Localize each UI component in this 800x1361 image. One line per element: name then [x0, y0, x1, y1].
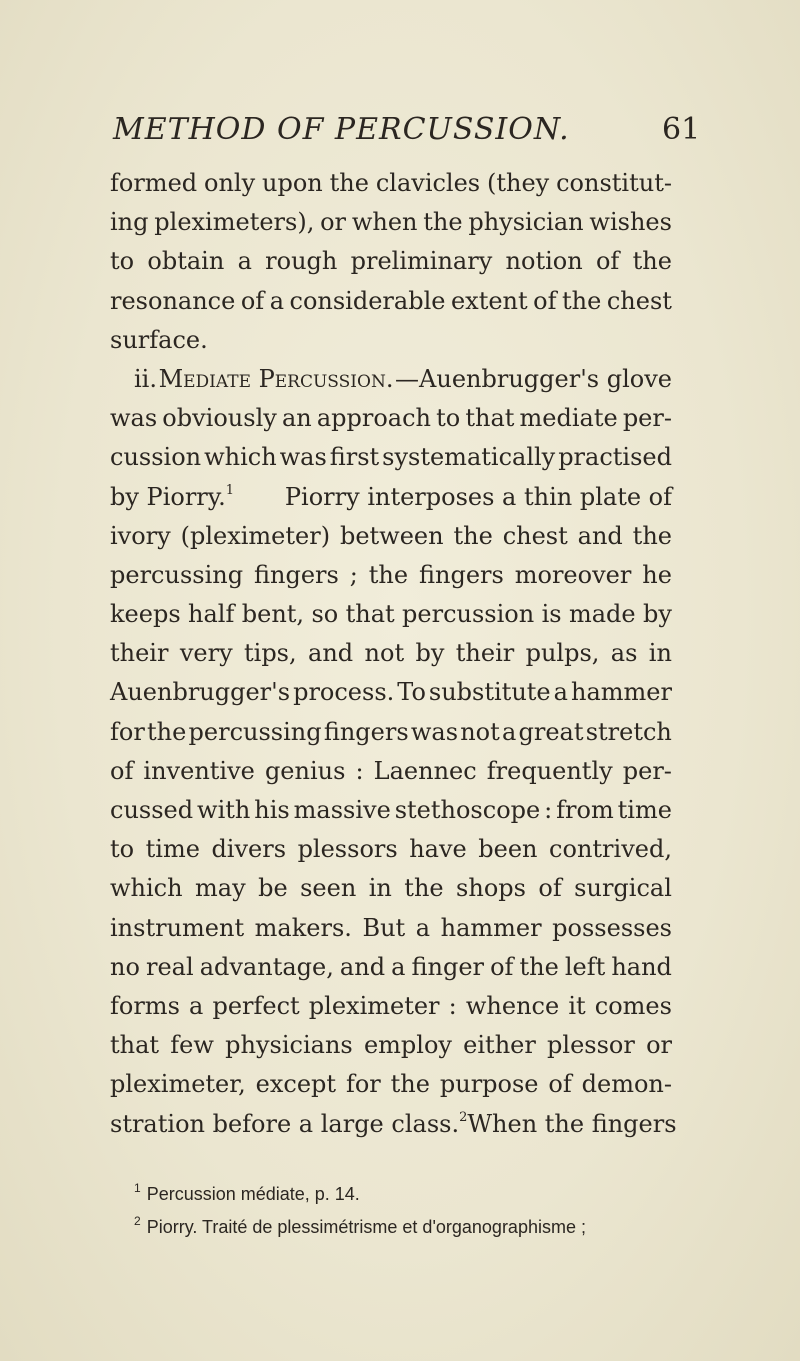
- section-heading: Mediate Percussion.: [158, 364, 394, 393]
- text-line: pleximeter, except for the purpose of demon-: [110, 1070, 672, 1099]
- footnote: [134, 1178, 694, 1211]
- text-line: of inventive genius : Laennec frequently per-: [110, 756, 672, 785]
- text-line: for the percussing fingers was not a great stretch: [110, 717, 672, 746]
- text-line: their very tips, and not by their pulps, as in: [110, 639, 672, 668]
- text-run: Piorry interposes a thin plate of: [284, 482, 672, 511]
- body-text: [110, 164, 677, 1144]
- text-line: cussion which was first systematically practised: [110, 443, 672, 472]
- text-line: which may be seen in the shops of surgical: [110, 874, 672, 903]
- text-line: [110, 478, 672, 517]
- section-number: ii.: [134, 364, 157, 393]
- text-line: formed only upon the clavicles (they constitut-: [110, 169, 672, 197]
- text-line: to obtain a rough preliminary notion of the: [110, 247, 672, 276]
- text-run: [110, 478, 234, 517]
- text-run: [110, 1105, 467, 1144]
- text-line: forms a perfect pleximeter : whence it comes: [110, 991, 672, 1020]
- paragraph: [110, 360, 677, 1144]
- text-line: [110, 1105, 677, 1144]
- text-line: resonance of a considerable extent of the chest: [110, 286, 672, 315]
- text-line: ivory (pleximeter) between the chest and the: [110, 521, 672, 550]
- text-line: Auenbrugger's process. To substitute a hammer: [110, 678, 672, 707]
- footnote-mark: 2: [134, 1214, 141, 1228]
- text-line: surface.: [110, 325, 208, 354]
- footnote-ref: 2: [459, 1109, 468, 1125]
- footnote: [134, 1211, 694, 1244]
- text-line: ing pleximeters), or when the physician wishes: [110, 208, 672, 237]
- text-line: that few physicians employ either plessor or: [110, 1031, 672, 1060]
- text-line: to time divers plessors have been contrived,: [110, 835, 672, 864]
- footnotes: [134, 1178, 694, 1244]
- footnote-ref: 1: [225, 482, 235, 498]
- text-line: keeps half bent, so that percussion is made by: [110, 600, 672, 629]
- page-number: 61: [662, 112, 701, 147]
- text-run: —Auenbrugger's glove: [395, 364, 672, 393]
- text-run: stration before a large class.: [110, 1109, 460, 1138]
- footnote-mark: 1: [134, 1181, 141, 1195]
- text-run: by Piorry.: [110, 482, 226, 511]
- text-line: percussing fingers ; the fingers moreover he: [110, 560, 672, 589]
- text-line: instrument makers. But a hammer possesses: [110, 913, 672, 942]
- page-header: [0, 112, 800, 152]
- text-line: cussed with his massive stethoscope : from time: [110, 796, 672, 824]
- text-line: no real advantage, and a finger of the left hand: [110, 952, 672, 981]
- paragraph: [110, 164, 672, 360]
- text-line: was obviously an approach to that mediate per-: [110, 404, 672, 433]
- running-title: METHOD OF PERCUSSION.: [113, 112, 570, 147]
- text-run: When the fingers: [467, 1109, 677, 1138]
- text-line: [110, 360, 672, 399]
- footnote-text: Percussion médiate, p. 14.: [146, 1184, 360, 1204]
- footnote-text: Piorry. Traité de plessimétrisme et d'organographisme ;: [146, 1217, 586, 1237]
